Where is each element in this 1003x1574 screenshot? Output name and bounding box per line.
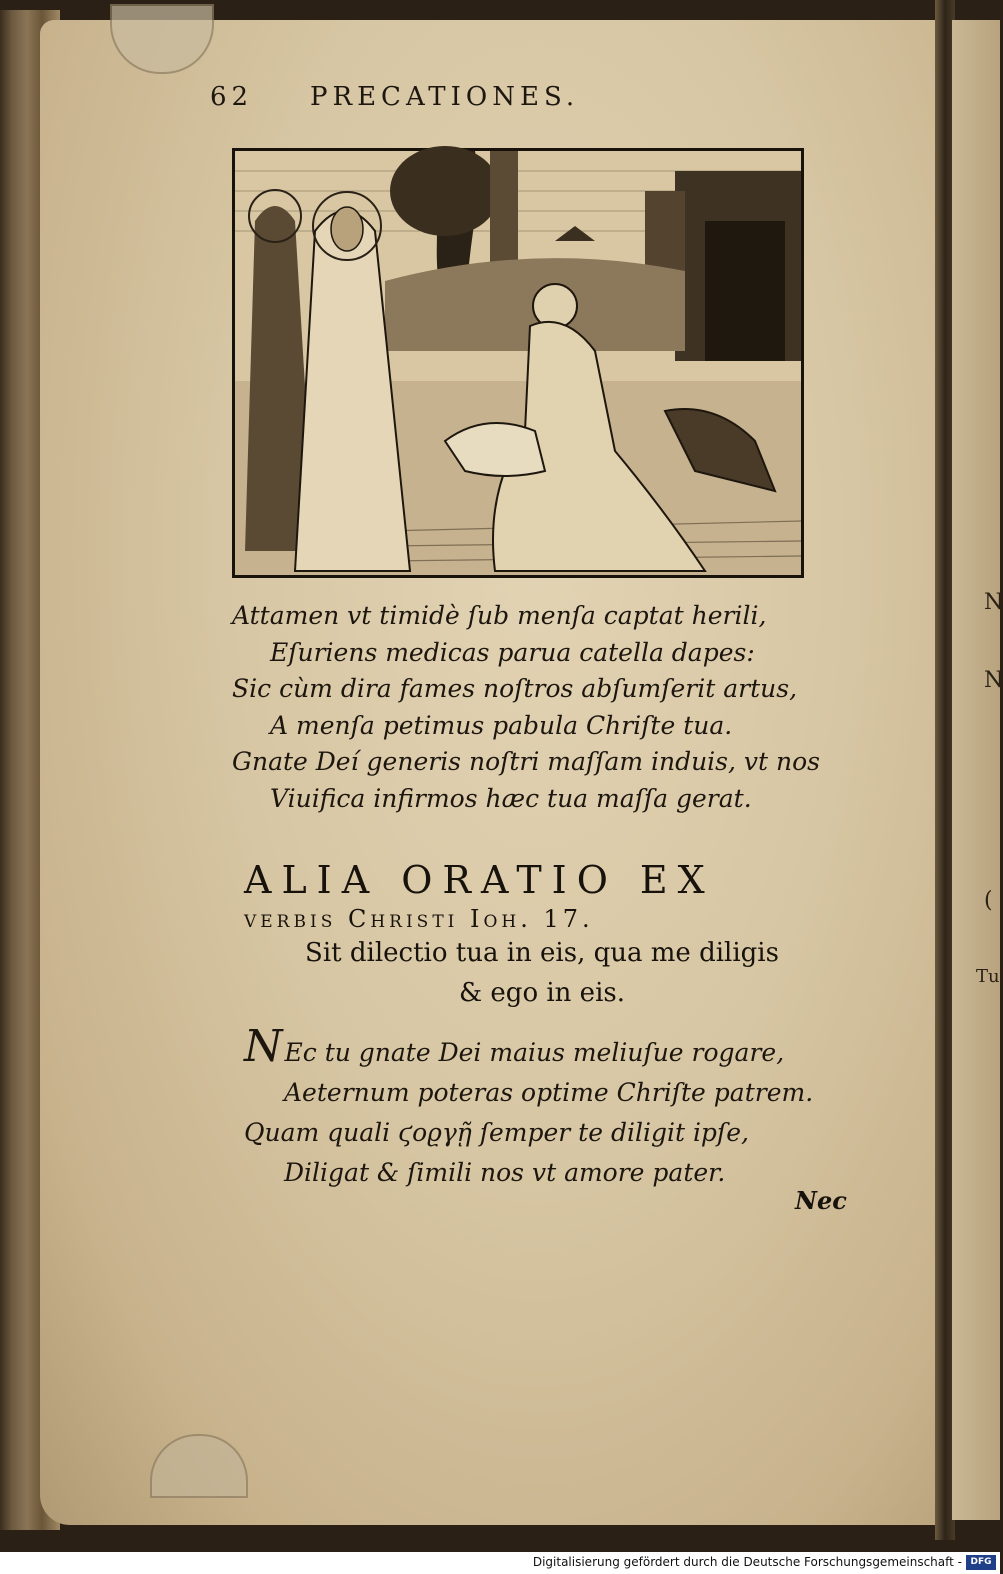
funding-credit: Digitalisierung gefördert durch die Deutsche Forschungsgemeinschaft - [532, 1555, 962, 1569]
verse-line: Attamen vt timidè ſub menſa captat herili, [232, 601, 767, 630]
verse-line: Quam quali ϛοϱγῇ ſemper te diligit ipſe, [244, 1118, 749, 1147]
running-title: PRECATIONES. [310, 82, 580, 112]
verse-line-text: Ec tu gnate Dei maius meliuſue rogare, [284, 1038, 785, 1067]
verse-line: Viuifica infirmos hæc tua maſſa gerat. [270, 783, 752, 813]
verse-line: Aeternum poteras optime Chriſte patrem. [284, 1078, 814, 1107]
woodcut-illustration [232, 148, 804, 578]
verse-line: A menſa petimus pabula Chriſte tua. [270, 710, 733, 740]
scripture-quote-line-1: Sit dilectio tua in eis, qua me diligis [305, 938, 779, 968]
facing-page-fragment: ( [984, 888, 993, 913]
verse-block-1 [232, 598, 852, 817]
running-header [210, 82, 710, 122]
verse-block-2 [244, 1021, 864, 1193]
facing-page-fragment: N [984, 590, 1003, 615]
page-number: 62 [210, 82, 254, 112]
section-heading: ALIA ORATIO EX [244, 858, 715, 902]
verse-line: Eſuriens medicas parua catella dapes: [270, 637, 755, 667]
verse-line: Sic cùm dira fames noſtros abſumſerit artus, [232, 674, 798, 703]
verse-line [244, 1021, 864, 1073]
woodcut-image [235, 151, 801, 575]
scripture-quote-line-2: & ego in eis. [459, 978, 625, 1008]
facing-page-fragment: Tu [976, 966, 1000, 987]
facing-page-edge [952, 20, 1000, 1520]
verse-line: Gnate Deí generis noſtri maſſam induis, vt nos [232, 747, 821, 776]
facing-page-fragment: N [984, 668, 1003, 693]
section-subheading: verbis Christi Ioh. 17. [244, 905, 594, 933]
drop-cap: N [244, 1021, 283, 1072]
verse-line: Diligat & ſimili nos vt amore pater. [284, 1158, 726, 1187]
catchword: Nec [795, 1186, 847, 1215]
dfg-logo-icon: DFG [966, 1555, 996, 1570]
footer-bar [0, 1552, 1000, 1574]
